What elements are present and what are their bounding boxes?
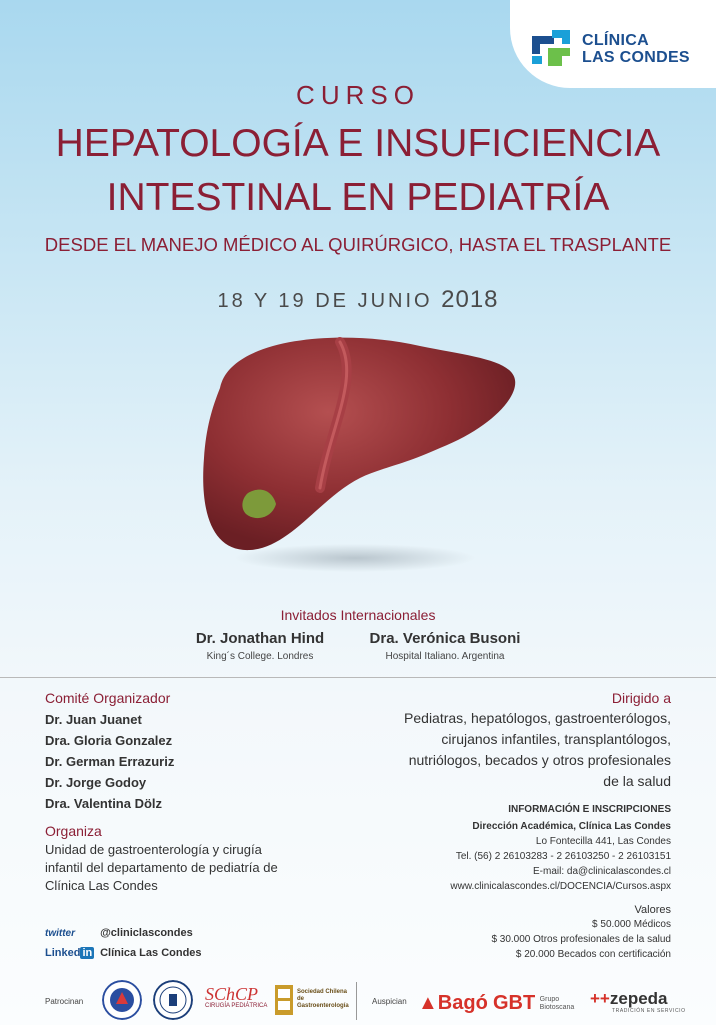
zepeda-logo: ++zepeda TRADICIÓN EN SERVICIO (590, 989, 686, 1014)
dirigido-line: de la salud (603, 773, 671, 789)
sociedad-pediatria-seal-icon (102, 980, 142, 1020)
comite-member: Dr. German Errazuriz (45, 754, 175, 769)
divider (0, 677, 716, 678)
info-section (450, 802, 671, 894)
schcp-logo (205, 985, 267, 1009)
sponsor-divider (356, 982, 357, 1020)
comite-member: Dra. Gloria Gonzalez (45, 733, 173, 748)
auspician-label: Auspician (372, 997, 407, 1006)
info-email: E-mail: da@clinicalascondes.cl (533, 866, 671, 877)
clinica-logo-text (582, 32, 690, 66)
bago-logo: ▲Bagó (418, 992, 488, 1014)
linkedin-name: Clínica Las Condes (100, 947, 202, 959)
liver-illustration (190, 318, 520, 580)
dirigido-title: Dirigido a (611, 690, 671, 706)
comite-title: Comité Organizador (45, 690, 171, 706)
event-date (0, 286, 716, 314)
zepeda-plus-icon: ++ (590, 989, 610, 1008)
zepeda-tagline: TRADICIÓN EN SERVICIO (612, 1008, 686, 1014)
comite-member: Dra. Valentina Dölz (45, 796, 163, 811)
gbt-logo-text: GBT (493, 992, 536, 1014)
logo-line2: LAS CONDES (582, 49, 690, 66)
subtitle: DESDE EL MANEJO MÉDICO AL QUIRÚRGICO, HASTA EL TRASPLANTE (44, 234, 672, 255)
valores-title: Valores (634, 904, 671, 916)
organiza-line: Unidad de gastroenterología y cirugía (45, 842, 262, 857)
title-line1: HEPATOLOGÍA E INSUFICIENCIA (55, 122, 661, 165)
twitter-icon: twitter (45, 928, 75, 939)
sociedad-seal-2-icon (153, 980, 193, 1020)
doctor-name: Dr. Jonathan Hind (195, 630, 325, 647)
title-line2: INTESTINAL EN PEDIATRÍA (106, 176, 610, 219)
gbt-logo (493, 992, 574, 1015)
info-website: www.clinicalascondes.cl/DOCENCIA/Cursos.aspx (450, 881, 671, 892)
comite-member: Dr. Juan Juanet (45, 712, 142, 727)
info-line: Dirección Académica, Clínica Las Condes (472, 821, 671, 832)
guest-doctor-2 (325, 630, 565, 662)
invitados-title: Invitados Internacionales (280, 607, 436, 623)
doctor-name: Dra. Verónica Busoni (369, 630, 521, 647)
twitter-handle: @cliniclascondes (100, 927, 193, 939)
organiza-title: Organiza (45, 823, 102, 839)
patrocinan-label: Patrocinan (45, 997, 84, 1006)
valor-item: $ 50.000 Médicos (592, 919, 671, 930)
clinica-logo-icon (528, 26, 574, 68)
doctor-affiliation: King´s College. Londres (206, 651, 314, 662)
valor-item: $ 20.000 Becados con certificación (515, 949, 671, 960)
organiza-line: infantil del departamento de pediatría de (45, 860, 278, 875)
dirigido-line: Pediatras, hepatólogos, gastroenterólogos, (404, 710, 671, 726)
valores-section (491, 903, 671, 962)
dirigido-line: nutriólogos, becados y otros profesionales (408, 752, 671, 768)
organiza-section (45, 823, 278, 895)
dirigido-line: cirujanos infantiles, transplantólogos, (441, 731, 671, 747)
organiza-line: Clínica Las Condes (45, 878, 158, 893)
date-text: 18 Y 19 DE JUNIO (217, 290, 433, 312)
doctor-affiliation: Hospital Italiano. Argentina (385, 651, 505, 662)
info-title: INFORMACIÓN E INSCRIPCIONES (508, 804, 671, 815)
logo-line1: CLÍNICA (582, 32, 649, 49)
info-line: Lo Fontecilla 441, Las Condes (535, 836, 671, 847)
schcp-sub-text: CIRUGÍA PEDIÁTRICA (205, 1003, 268, 1009)
comite-section (45, 690, 174, 814)
bago-icon: ▲ (418, 992, 438, 1014)
sociedad-gastro-text: Sociedad Chilena de Gastroenterología (297, 989, 349, 1009)
curso-label: CURSO (296, 80, 420, 110)
info-phone: Tel. (56) 2 26103283 - 2 26103250 - 2 26103151 (455, 851, 671, 862)
linkedin-icon: Linked in (45, 947, 93, 959)
date-year: 2018 (441, 286, 499, 313)
linkedin-row (45, 947, 202, 959)
gbt-sub-text: Grupo Biotoscana (539, 996, 575, 1011)
schcp-logo-text: SChCP (205, 984, 259, 1004)
valor-item: $ 30.000 Otros profesionales de la salud (491, 934, 671, 945)
sociedad-gastro-logo-icon (275, 985, 293, 1015)
comite-member: Dr. Jorge Godoy (45, 775, 147, 790)
twitter-row (45, 927, 193, 939)
dirigido-section (404, 690, 671, 792)
